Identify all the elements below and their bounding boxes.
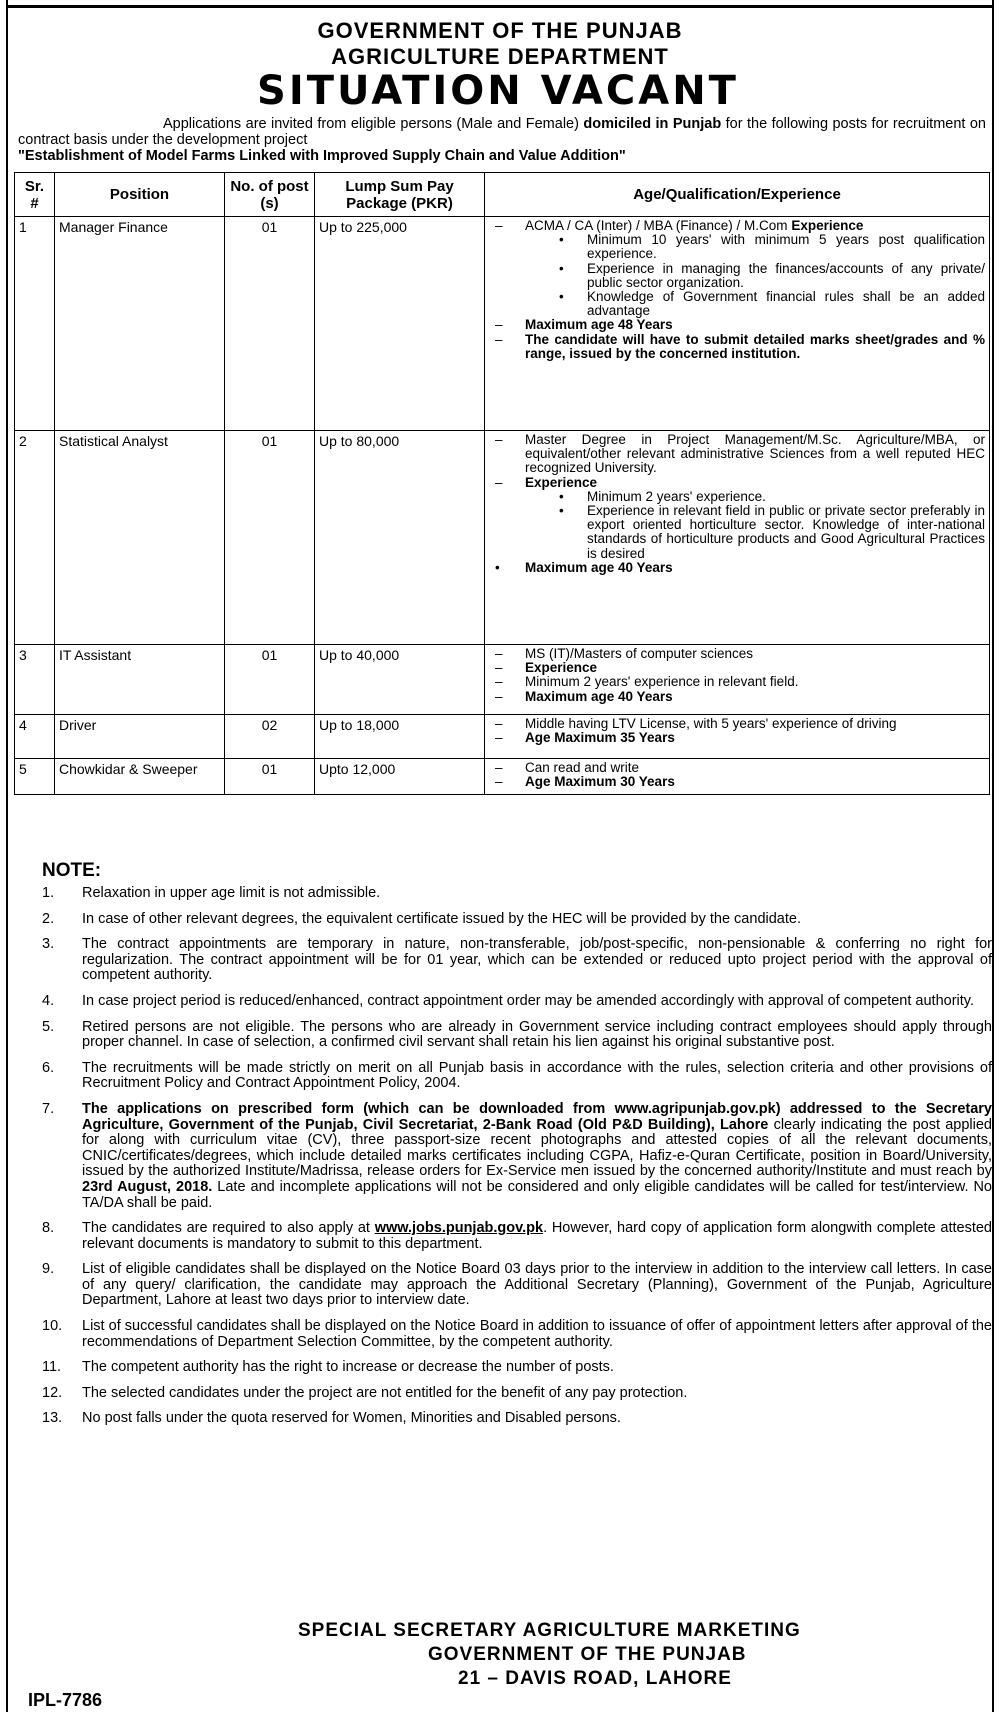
cell-position: Manager Finance [55,217,225,431]
header-posts: No. of post (s) [225,173,315,217]
cell-posts: 02 [225,715,315,759]
bullet-item: Minimum 2 years' experience. [587,488,766,504]
max-age: Maximum age 48 Years [525,317,673,333]
intro-text-2: for the following posts for recruitment on contract basis under the development project [18,116,986,148]
qual-text: Minimum 2 years' experience in relevant field. [525,674,799,690]
cell-position: Chowkidar & Sweeper [55,759,225,795]
cell-pay: Up to 80,000 [315,431,485,645]
table-row [15,759,990,795]
cell-pay: Upto 12,000 [315,759,485,795]
qual-text: MS (IT)/Masters of computer sciences [525,646,754,661]
cell-posts: 01 [225,217,315,431]
note-number: 8. [42,1220,55,1237]
government-title: GOVERNMENT OF THE PUNJAB [317,18,683,43]
cell-sr: 1 [15,217,55,431]
note-text: The selected candidates under the project are not entitled for the benefit of any pay protection. [82,1384,688,1401]
table-row [15,217,990,431]
project-title: "Establishment of Model Farms Linked with Improved Supply Chain and Value Addition" [18,148,626,164]
note-number: 4. [42,992,55,1009]
note-number: 3. [42,936,55,953]
note-item [26,1411,992,1427]
signatory-title: SPECIAL SECRETARY AGRICULTURE MARKETING [298,1620,801,1641]
note-item [26,886,992,902]
note-text: Late and incomplete applications will not be considered and only eligible candidates will be called for test/interview. No TA/DA shall be paid. [82,1178,992,1211]
cell-pay: Up to 40,000 [315,645,485,715]
table-row [15,715,990,759]
bullet-item: Experience in managing the finances/accounts of any private/ public sector organization. [587,260,985,290]
note-item [26,1221,992,1252]
note-text: In case project period is reduced/enhanced, contract appointment order may be amended accordingly with approval of competent authority. [82,992,974,1009]
note-text: No post falls under the quota reserved for Women, Minorities and Disabled persons. [82,1410,621,1427]
cell-sr: 3 [15,645,55,715]
cell-qualification: – MS (IT)/Masters of computer sciences – Experience – Minimum 2 years' experience in relevant field. – Maximum age 40 Years [485,645,990,715]
notes-list [26,886,992,1437]
header-qualification: Age/Qualification/Experience [485,173,990,217]
cell-pay: Up to 225,000 [315,217,485,431]
note-item [26,1262,992,1309]
note-item [26,1061,992,1092]
note-text: The candidates are required to also apply at [82,1220,370,1237]
note-number: 12. [42,1384,63,1401]
ipl-number: IPL-7786 [28,1690,103,1710]
note-item [26,1360,992,1376]
signatory-address: 21 – DAVIS ROAD, LAHORE [458,1668,732,1689]
max-age: Age Maximum 30 Years [525,774,675,790]
note-text: clearly indicating the post applied for along with curriculum vitae (CV), three passport-size recent photographs and attested copies of all the relevant documents, CNIC/certificates/degrees, which include detailed marks certificates including CGPA, Hafiz-e-Quran Certificate, position in Board/University, issued by the authorized Institute/Madrissa, release orders for Ex-Service men issued by the concerned authority/Institute and must reach by [82,1116,992,1180]
intro-domicile: domiciled in Punjab [583,116,722,132]
cell-sr: 2 [15,431,55,645]
cell-pay: Up to 18,000 [315,715,485,759]
note-item [26,1319,992,1350]
qual-text: Can read and write [525,760,640,775]
note-item [26,937,992,984]
deadline-date: 23rd August, 2018. [82,1178,213,1195]
note-text: In case of other relevant degrees, the equivalent certificate issued by the HEC will be provided by the candidate. [82,910,801,927]
bullet-item: Experience in relevant field in public or private sector preferably in export oriented horticulture sector. Knowledge of inter-national standards of horticulture products and Good Agricultural Practices is desired [587,503,985,561]
intro-text-1: Applications are invited from eligible persons (Male and Female) [163,116,579,132]
cell-posts: 01 [225,431,315,645]
bullet-item: Minimum 10 years' with minimum 5 years post qualification experience. [587,232,985,262]
cell-posts: 01 [225,759,315,795]
qual-text: Middle having LTV License, with 5 years' experience of driving [525,716,897,731]
cell-qualification: – Middle having LTV License, with 5 years' experience of driving – Age Maximum 35 Years [485,715,990,759]
cell-sr: 4 [15,715,55,759]
cell-qualification: – Master Degree in Project Management/M.Sc. Agriculture/MBA, or equivalent/other relevant administrative Sciences from a well reputed HEC recognized University. – Experience • Minimum 2 years' experience. • Experience in relevant field in public or private sector preferably in export oriented horticulture sector. Knowledge of inter-national standards of horticulture products and Good Agricultural Practices is desired • Maximum age 40 Years [485,431,990,645]
cell-qualification: – Can read and write – Age Maximum 30 Years [485,759,990,795]
note-text: The competent authority has the right to increase or decrease the number of posts. [82,1359,614,1376]
note-number: 10. [42,1318,63,1335]
jobs-portal-link[interactable]: www.jobs.punjab.gov.pk [374,1220,544,1237]
note-text: List of eligible candidates shall be displayed on the Notice Board 03 days prior to the interview in addition to the interview call letters. In case of any query/ clarification, the candidate may approach the Additional Secretary (Planning), Government of the Punjab, Agriculture Department, Lahore at least two days prior to interview date. [82,1261,992,1309]
note-number: 9. [42,1261,55,1278]
note-number: 13. [42,1410,63,1427]
note-text: Retired persons are not eligible. The persons who are already in Government service including contract employees should apply through proper channel. In case of selection, a confirmed civil servant shall retain his lien against his original substantive post. [82,1018,992,1051]
note-bold-text: The applications on prescribed form (which can be downloaded from www.agripunjab.gov.pk) addressed to the Secretary Agriculture, Government of the Punjab, Civil Secretariat, 2-Bank Road (Old P&D Building), Lahore [82,1100,992,1133]
note-number: 1. [42,885,55,901]
header-pay: Lump Sum Pay Package (PKR) [315,173,485,217]
cell-posts: 01 [225,645,315,715]
note-heading: NOTE: [42,860,102,881]
note-item [26,912,992,928]
header-sr: Sr. # [15,173,55,217]
note-item [26,1386,992,1402]
note-text: The recruitments will be made strictly on merit on all Punjab basis in accordance with the rules, selection criteria and other provisions of Recruitment Policy and Contract Appointment Policy, 2004. [82,1059,992,1092]
signatory-government: GOVERNMENT OF THE PUNJAB [428,1644,747,1665]
note-number: 7. [42,1100,55,1117]
cell-position: Driver [55,715,225,759]
cell-position: IT Assistant [55,645,225,715]
posts-table [14,172,990,795]
table-header-row [15,173,990,217]
note-text: Relaxation in upper age limit is not admissible. [82,885,381,901]
note-number: 11. [42,1359,62,1376]
qual-experience-label: Experience [525,474,598,490]
advertisement-page [6,0,994,1712]
situation-vacant-banner: SITUATION VACANT [257,68,739,114]
qual-note: The candidate will have to submit detailed marks sheet/grades and % range, issued by the concerned institution. [525,331,985,361]
note-number: 5. [42,1018,55,1035]
note-text: . However, hard copy of application form alongwith complete attested relevant documents is mandatory to submit to this department. [82,1220,992,1252]
bullet-item: Knowledge of Government financial rules shall be an added advantage [587,289,985,319]
note-text: The contract appointments are temporary in nature, non-transferable, job/post-specific, non-pensionable & conferring no right for regularization. The contract appointment will be for 01 year, which can be extended or reduced upto project period with the approval of competent authority. [82,936,992,984]
note-item [26,994,992,1010]
note-item [26,1102,992,1211]
max-age: Age Maximum 35 Years [525,730,675,746]
table-row [15,431,990,645]
department-title: AGRICULTURE DEPARTMENT [331,44,669,69]
max-age: Maximum age 40 Years [525,559,673,575]
qual-experience-label: Experience [525,660,598,676]
cell-sr: 5 [15,759,55,795]
intro-paragraph [18,116,986,164]
qual-text: ACMA / CA (Inter) / MBA (Finance) / M.Com [525,218,788,233]
header-position: Position [55,173,225,217]
note-number: 2. [42,910,55,927]
note-item [26,1020,992,1051]
qual-text: Master Degree in Project Management/M.Sc. Agriculture/MBA, or equivalent/other relevant administrative Sciences from a well reputed HEC recognized University. [525,432,985,476]
qual-experience-label: Experience [791,218,864,233]
cell-qualification: – ACMA / CA (Inter) / MBA (Finance) / M.Com Experience • Minimum 10 years' with minimum 5 years post qualification experience. • Experience in managing the finances/accounts of any private/ public sector organization. • Knowledge of Government financial rules shall be an added advantage – Maximum age 48 Years – The candidate will have to submit detailed marks sheet/grades and % range, issued by the concerned institution. [485,217,990,431]
note-text: List of successful candidates shall be displayed on the Notice Board in addition to issuance of offer of appointment letters after approval of the recommendations of Department Selection Committee, by the competent authority. [82,1318,992,1350]
top-rule [8,0,992,8]
max-age: Maximum age 40 Years [525,688,673,704]
note-number: 6. [42,1059,55,1076]
table-row [15,645,990,715]
cell-position: Statistical Analyst [55,431,225,645]
